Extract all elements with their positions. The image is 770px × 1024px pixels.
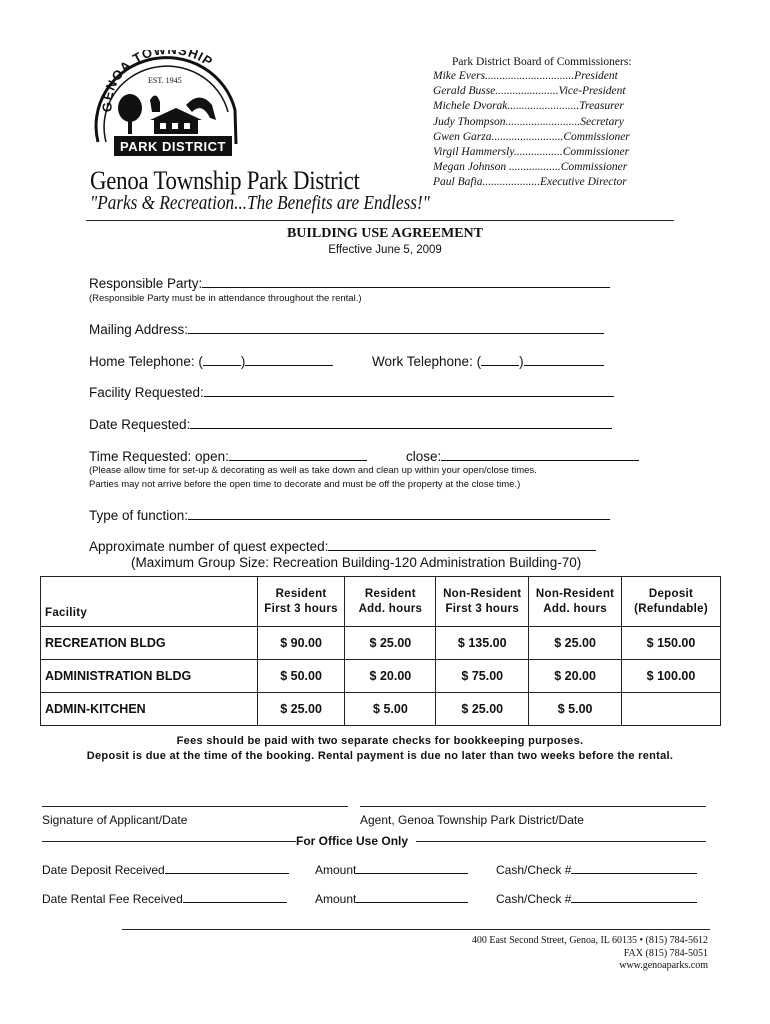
- board-member: Megan Johnson ..................Commissioner: [433, 161, 628, 174]
- rental-received-label: Date Rental Fee Received: [42, 892, 183, 906]
- work-area-code-input-line[interactable]: [481, 353, 519, 366]
- fax-line: FAX (815) 784-5051: [623, 947, 708, 959]
- cash-check-label: Cash/Check #: [496, 863, 572, 877]
- time-close-input-line[interactable]: [441, 448, 639, 461]
- board-member: Gwen Garza.........................Commissioner: [433, 130, 630, 143]
- column-header: Non-Resident First 3 hours: [436, 577, 529, 627]
- responsible-party-input-line[interactable]: [202, 275, 610, 288]
- website-link[interactable]: www.genoaparks.com: [619, 960, 708, 971]
- date-requested-label: Date Requested:: [89, 417, 191, 432]
- office-rule-left: [42, 841, 296, 842]
- guest-count-field: [89, 538, 596, 554]
- table-cell: $ 5.00: [529, 693, 622, 726]
- time-note-line-2: Parties may not arrive before the open time to decorate and must be off the property at the close time.): [89, 479, 521, 490]
- time-open-input-line[interactable]: [229, 448, 367, 461]
- deposit-amount-input-line[interactable]: [356, 861, 468, 874]
- table-cell: ADMIN-KITCHEN: [41, 693, 258, 726]
- footer-divider: [122, 929, 710, 930]
- office-rule-right: [416, 841, 706, 842]
- column-header: Resident Add. hours: [345, 577, 436, 627]
- guest-count-input-line[interactable]: [328, 538, 596, 551]
- board-list: [433, 69, 630, 191]
- effective-date: Effective June 5, 2009: [328, 244, 442, 256]
- board-member: Paul Bafia....................Executive Director: [433, 176, 627, 189]
- amount-label: Amount: [315, 892, 357, 906]
- deposit-check-field: [496, 861, 697, 877]
- board-title: Park District Board of Commissioners:: [452, 56, 632, 68]
- footer-address: [472, 935, 708, 973]
- responsible-party-label: Responsible Party:: [89, 276, 203, 291]
- document-title: BUILDING USE AGREEMENT: [286, 226, 484, 241]
- time-open-label: Time Requested: open:: [89, 449, 229, 464]
- table-row: [41, 627, 721, 660]
- board-member: Judy Thompson..........................Secretary: [433, 115, 624, 128]
- work-telephone-field: [372, 353, 604, 369]
- facility-requested-input-line[interactable]: [204, 384, 614, 397]
- office-use-title: For Office Use Only: [296, 834, 409, 848]
- mailing-address-field: [89, 321, 604, 337]
- facility-requested-label: Facility Requested:: [89, 385, 204, 400]
- cash-check-label: Cash/Check #: [496, 892, 572, 906]
- date-requested-field: [89, 416, 612, 432]
- table-cell: $ 50.00: [257, 660, 345, 693]
- work-telephone-label: Work Telephone: (: [372, 354, 482, 369]
- mailing-address-input-line[interactable]: [188, 321, 604, 334]
- function-type-input-line[interactable]: [188, 507, 610, 520]
- responsible-party-note: (Responsible Party must be in attendance throughout the rental.): [89, 293, 362, 304]
- board-member: Gerald Busse......................Vice-President: [433, 85, 626, 98]
- column-header: Non-Resident Add. hours: [529, 577, 622, 627]
- rental-check-field: [496, 890, 697, 906]
- applicant-signature-label: Signature of Applicant/Date: [42, 813, 188, 827]
- time-close-field: [406, 448, 639, 464]
- rental-amount-field: [315, 890, 468, 906]
- facility-requested-field: [89, 384, 614, 400]
- rental-check-input-line[interactable]: [571, 890, 697, 903]
- home-telephone-label: Home Telephone: (: [89, 354, 203, 369]
- home-telephone-input-line[interactable]: [245, 353, 333, 366]
- deposit-amount-field: [315, 861, 468, 877]
- time-note-line-1: (Please allow time for set-up & decorating as well as take down and clean up within your open/close times.: [89, 465, 537, 476]
- time-open-field: [89, 448, 367, 464]
- table-cell: $ 25.00: [436, 693, 529, 726]
- fee-table: [40, 576, 721, 726]
- deposit-check-input-line[interactable]: [571, 861, 697, 874]
- max-group-size: (Maximum Group Size: Recreation Building-120 Administration Building-70): [131, 555, 582, 570]
- home-telephone-field: [89, 353, 333, 369]
- rental-amount-input-line[interactable]: [356, 890, 468, 903]
- fees-note: Fees should be paid with two separate checks for bookkeeping purposes.: [176, 735, 584, 747]
- table-cell: $ 90.00: [257, 627, 345, 660]
- rental-received-field: [42, 890, 287, 906]
- guest-count-label: Approximate number of quest expected:: [89, 539, 329, 554]
- table-cell: $ 25.00: [529, 627, 622, 660]
- table-cell: $ 5.00: [345, 693, 436, 726]
- agent-signature-label: Agent, Genoa Township Park District/Date: [360, 813, 584, 827]
- column-header: Resident First 3 hours: [257, 577, 345, 627]
- svg-text:EST. 1945: EST. 1945: [148, 76, 182, 85]
- column-header: Deposit (Refundable): [622, 577, 721, 627]
- svg-text:PARK DISTRICT: PARK DISTRICT: [120, 139, 226, 154]
- org-name: Genoa Township Park District: [90, 166, 360, 195]
- deposit-received-input-line[interactable]: [165, 861, 289, 874]
- deposit-received-field: [42, 861, 289, 877]
- deposit-received-label: Date Deposit Received: [42, 863, 165, 877]
- table-cell: $ 75.00: [436, 660, 529, 693]
- function-type-label: Type of function:: [89, 508, 189, 523]
- fee-table-header-row: [41, 577, 721, 627]
- amount-label: Amount: [315, 863, 357, 877]
- responsible-party-field: [89, 275, 610, 291]
- table-cell: ADMINISTRATION BLDG: [41, 660, 258, 693]
- header-divider: [86, 220, 674, 221]
- table-cell: $ 25.00: [257, 693, 345, 726]
- deposit-note: Deposit is due at the time of the booking. Rental payment is due no later than two weeks before the rental.: [86, 750, 674, 762]
- function-type-field: [89, 507, 610, 523]
- table-cell: [622, 693, 721, 726]
- date-requested-input-line[interactable]: [190, 416, 612, 429]
- table-cell: $ 135.00: [436, 627, 529, 660]
- paren: ): [240, 354, 246, 369]
- applicant-signature-line[interactable]: [42, 806, 348, 807]
- svg-text:GENOA TOWNSHIP: GENOA TOW SHIP: [99, 50, 216, 113]
- table-cell: $ 25.00: [345, 627, 436, 660]
- board-member: Mike Evers...............................President: [433, 70, 618, 82]
- table-row: [41, 660, 721, 693]
- board-member: Michele Dvorak.........................Treasurer: [433, 100, 624, 113]
- paren: ): [519, 354, 524, 369]
- address-line: 400 East Second Street, Genoa, IL 60135 • (815) 784-5612: [471, 935, 708, 946]
- table-cell: $ 20.00: [345, 660, 436, 693]
- park-district-logo: [90, 50, 240, 162]
- table-cell: $ 150.00: [622, 627, 721, 660]
- board-member: Virgil Hammersly.................Commissioner: [433, 146, 630, 159]
- table-row: [41, 693, 721, 726]
- table-cell: RECREATION BLDG: [41, 627, 258, 660]
- table-cell: $ 100.00: [622, 660, 721, 693]
- column-header: Facility: [41, 577, 258, 627]
- rental-received-input-line[interactable]: [183, 890, 287, 903]
- time-close-label: close:: [406, 449, 442, 464]
- work-telephone-input-line[interactable]: [524, 353, 604, 366]
- mailing-address-label: Mailing Address:: [89, 322, 189, 337]
- home-area-code-input-line[interactable]: [203, 353, 241, 366]
- slogan: "Parks & Recreation...The Benefits are Endless!": [90, 192, 430, 214]
- table-cell: $ 20.00: [529, 660, 622, 693]
- agent-signature-line[interactable]: [360, 806, 706, 807]
